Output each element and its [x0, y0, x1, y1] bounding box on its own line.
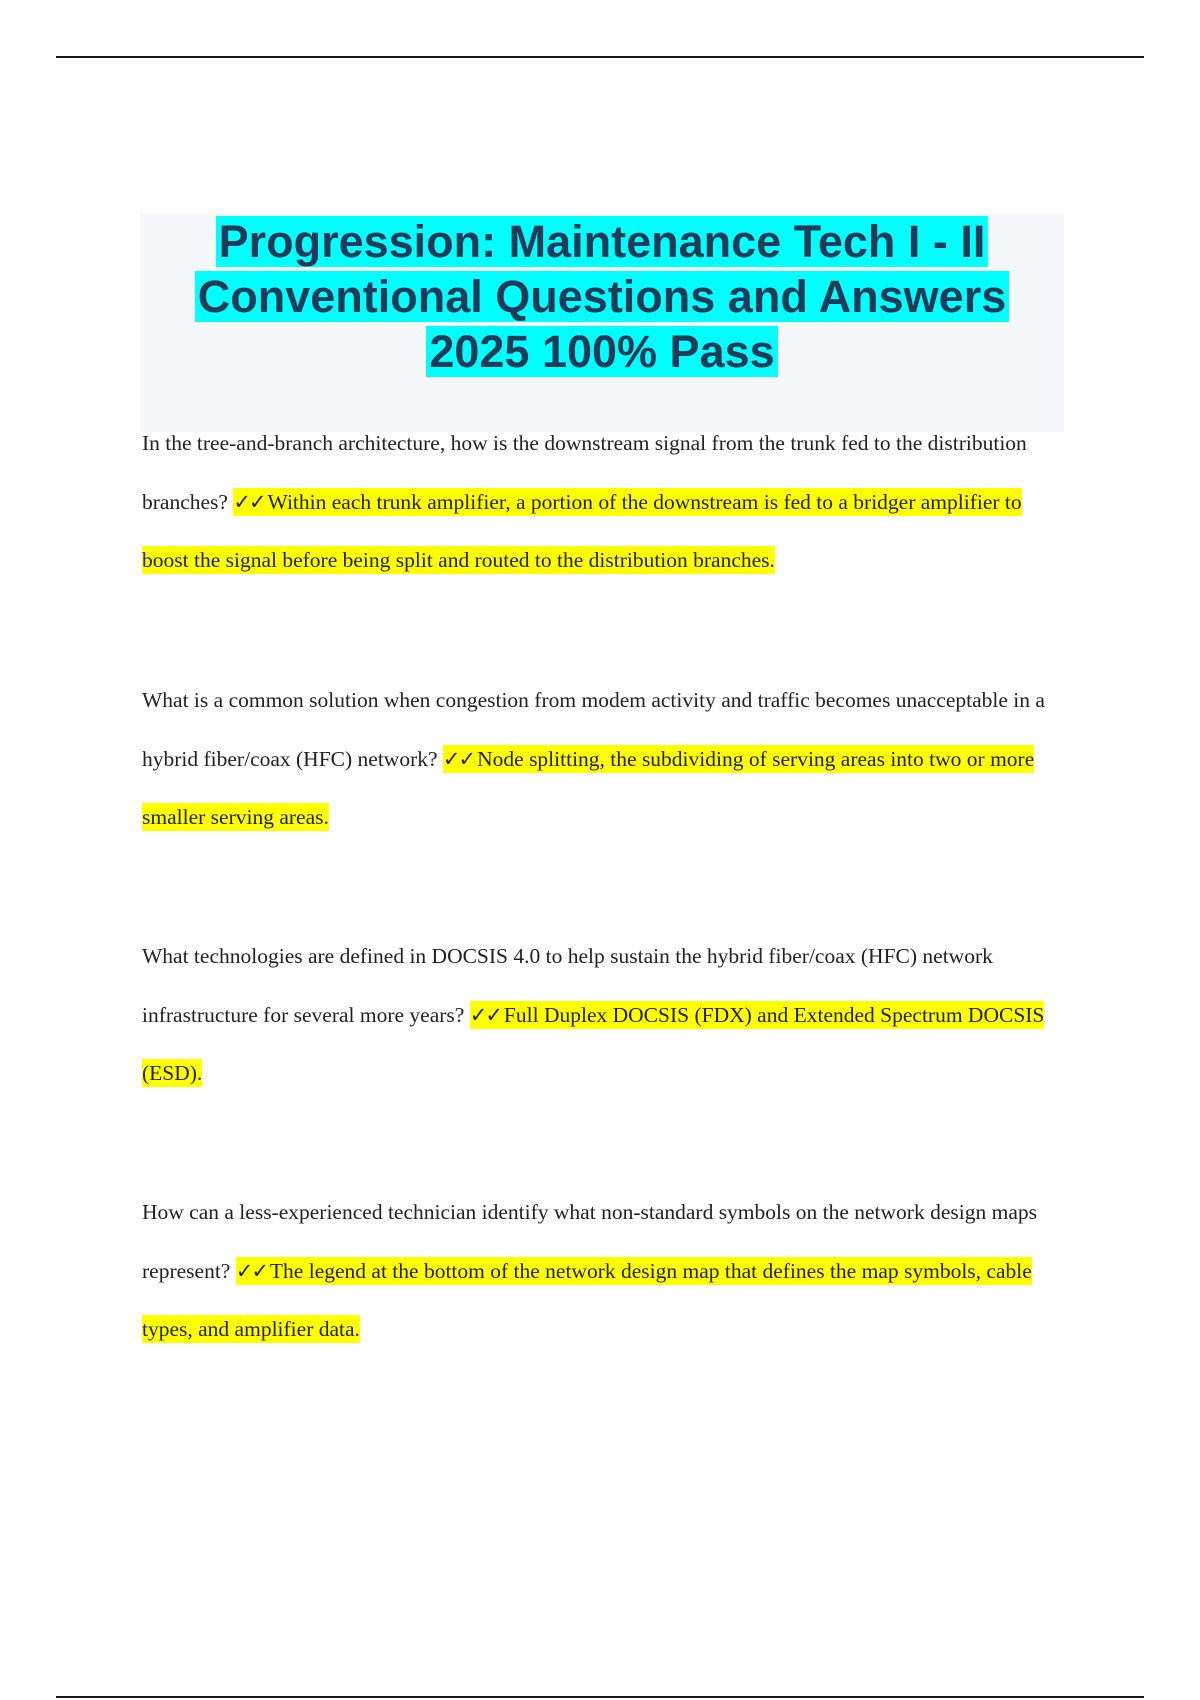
check-mark-icon: ✓✓ — [235, 1258, 267, 1283]
check-mark-icon: ✓✓ — [233, 489, 265, 514]
title-line-1: Progression: Maintenance Tech I - II — [216, 216, 989, 267]
answer-highlight — [142, 488, 1022, 575]
answer-text: The legend at the bottom of the network design map that defines the map symbols, cable types, and amplifier data. — [142, 1258, 1032, 1341]
title-line-3: 2025 100% Pass — [426, 326, 777, 377]
check-mark-icon: ✓✓ — [469, 1002, 501, 1027]
question-text: What technologies are defined in DOCSIS 4.0 to help sustain the hybrid fiber/coax (HFC) network infrastructure for several more years? — [142, 944, 993, 1027]
document-title — [140, 214, 1064, 379]
answer-highlight — [142, 1257, 1032, 1344]
qa-item — [142, 671, 1062, 847]
question-text: In the tree-and-branch architecture, how is the downstream signal from the trunk fed to the distribution branches? — [142, 431, 1027, 514]
answer-text: Node splitting, the subdividing of serving areas into two or more smaller serving areas. — [142, 746, 1035, 829]
footer-rule — [56, 1696, 1144, 1698]
answer-text: Full Duplex DOCSIS (FDX) and Extended Spectrum DOCSIS (ESD). — [142, 1002, 1045, 1085]
answer-text: Within each trunk amplifier, a portion of the downstream is fed to a bridger amplifier to boost the signal before being split and routed to the distribution branches. — [142, 489, 1022, 572]
qa-item — [142, 1183, 1062, 1359]
title-line-2: Conventional Questions and Answers — [195, 271, 1009, 322]
qa-item — [142, 927, 1062, 1103]
question-text: How can a less-experienced technician identify what non-standard symbols on the network design maps represent? — [142, 1200, 1037, 1283]
header-rule — [56, 56, 1144, 58]
check-mark-icon: ✓✓ — [442, 746, 475, 771]
question-text: What is a common solution when congestion from modem activity and traffic becomes unacceptable in a hybrid fiber/coax (HFC) network? — [142, 688, 1045, 771]
qa-item — [142, 414, 1062, 590]
